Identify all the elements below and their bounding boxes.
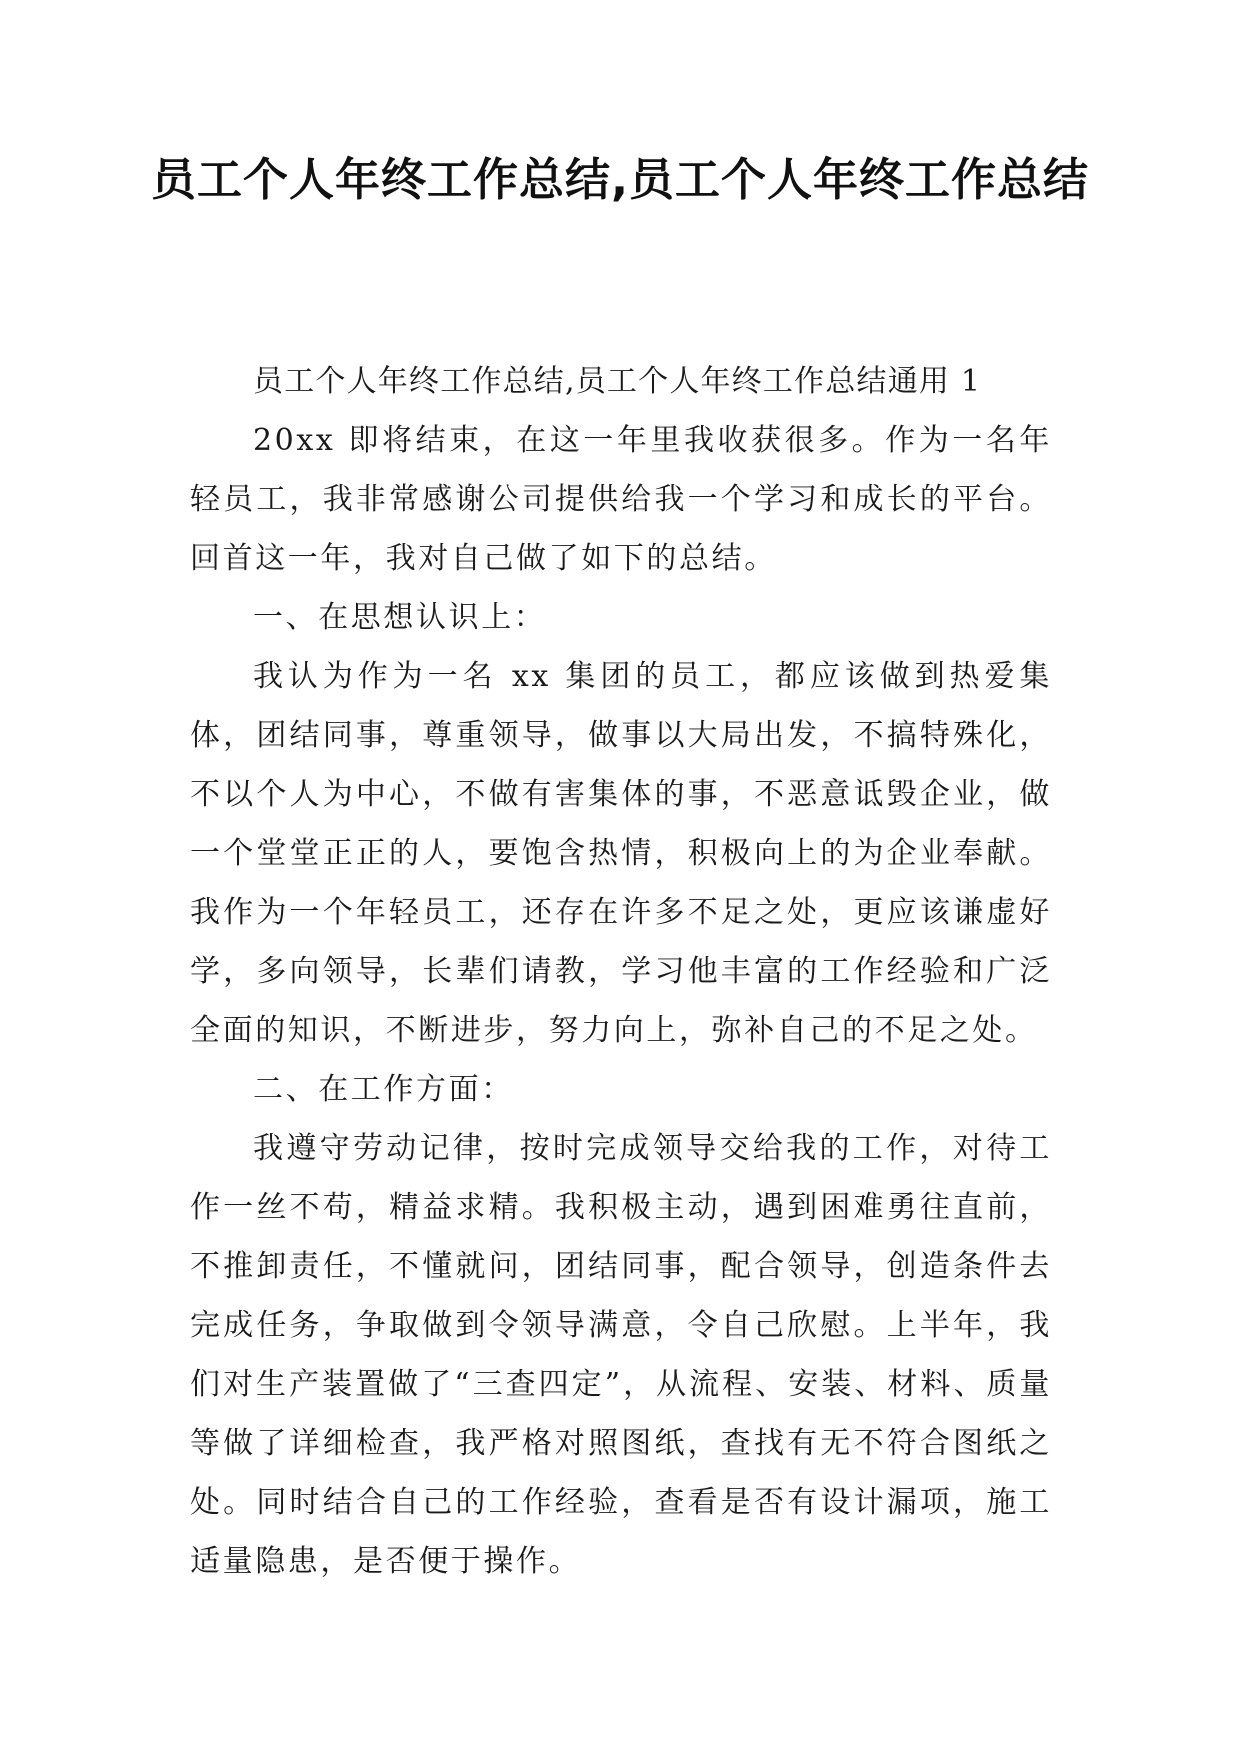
- paragraph-work: 我遵守劳动记律，按时完成领导交给我的工作，对待工作一丝不苟，精益求精。我积极主动，遇到困难勇往直前，不推卸责任，不懂就问，团结同事，配合领导，创造条件去完成任务，争取做到令领导满意，令自己欣慰。上半年，我们对生产装置做了“三查四定”，从流程、安装、材料、质量等做了详细检查，我严格对照图纸，查找有无不符合图纸之处。同时结合自己的工作经验，查看是否有设计漏项，施工适量隐患，是否便于操作。: [190, 1131, 1052, 1579]
- document-body: [190, 352, 1052, 1591]
- section-heading-work: 二、在工作方面：: [253, 1072, 514, 1107]
- paragraph-opening: 20xx 即将结束，在这一年里我收获很多。作为一名年轻员工，我非常感谢公司提供给我一个学习和成长的平台。回首这一年，我对自己做了如下的总结。: [190, 423, 1052, 576]
- document-title: 员工个人年终工作总结,员工个人年终工作总结: [150, 153, 1090, 206]
- paragraph-intro: 员工个人年终工作总结,员工个人年终工作总结通用 1: [253, 364, 982, 399]
- section-heading-thinking: 一、在思想认识上：: [253, 600, 547, 635]
- paragraph-thinking: 我认为作为一名 xx 集团的员工，都应该做到热爱集体，团结同事，尊重领导，做事以大局出发，不搞特殊化，不以个人为中心，不做有害集体的事，不恶意诋毁企业，做一个堂堂正正的人，要饱含热情，积极向上的为企业奉献。我作为一个年轻员工，还存在许多不足之处，更应该谦虚好学，多向领导，长辈们请教，学习他丰富的工作经验和广泛全面的知识，不断进步，努力向上，弥补自己的不足之处。: [190, 659, 1052, 1048]
